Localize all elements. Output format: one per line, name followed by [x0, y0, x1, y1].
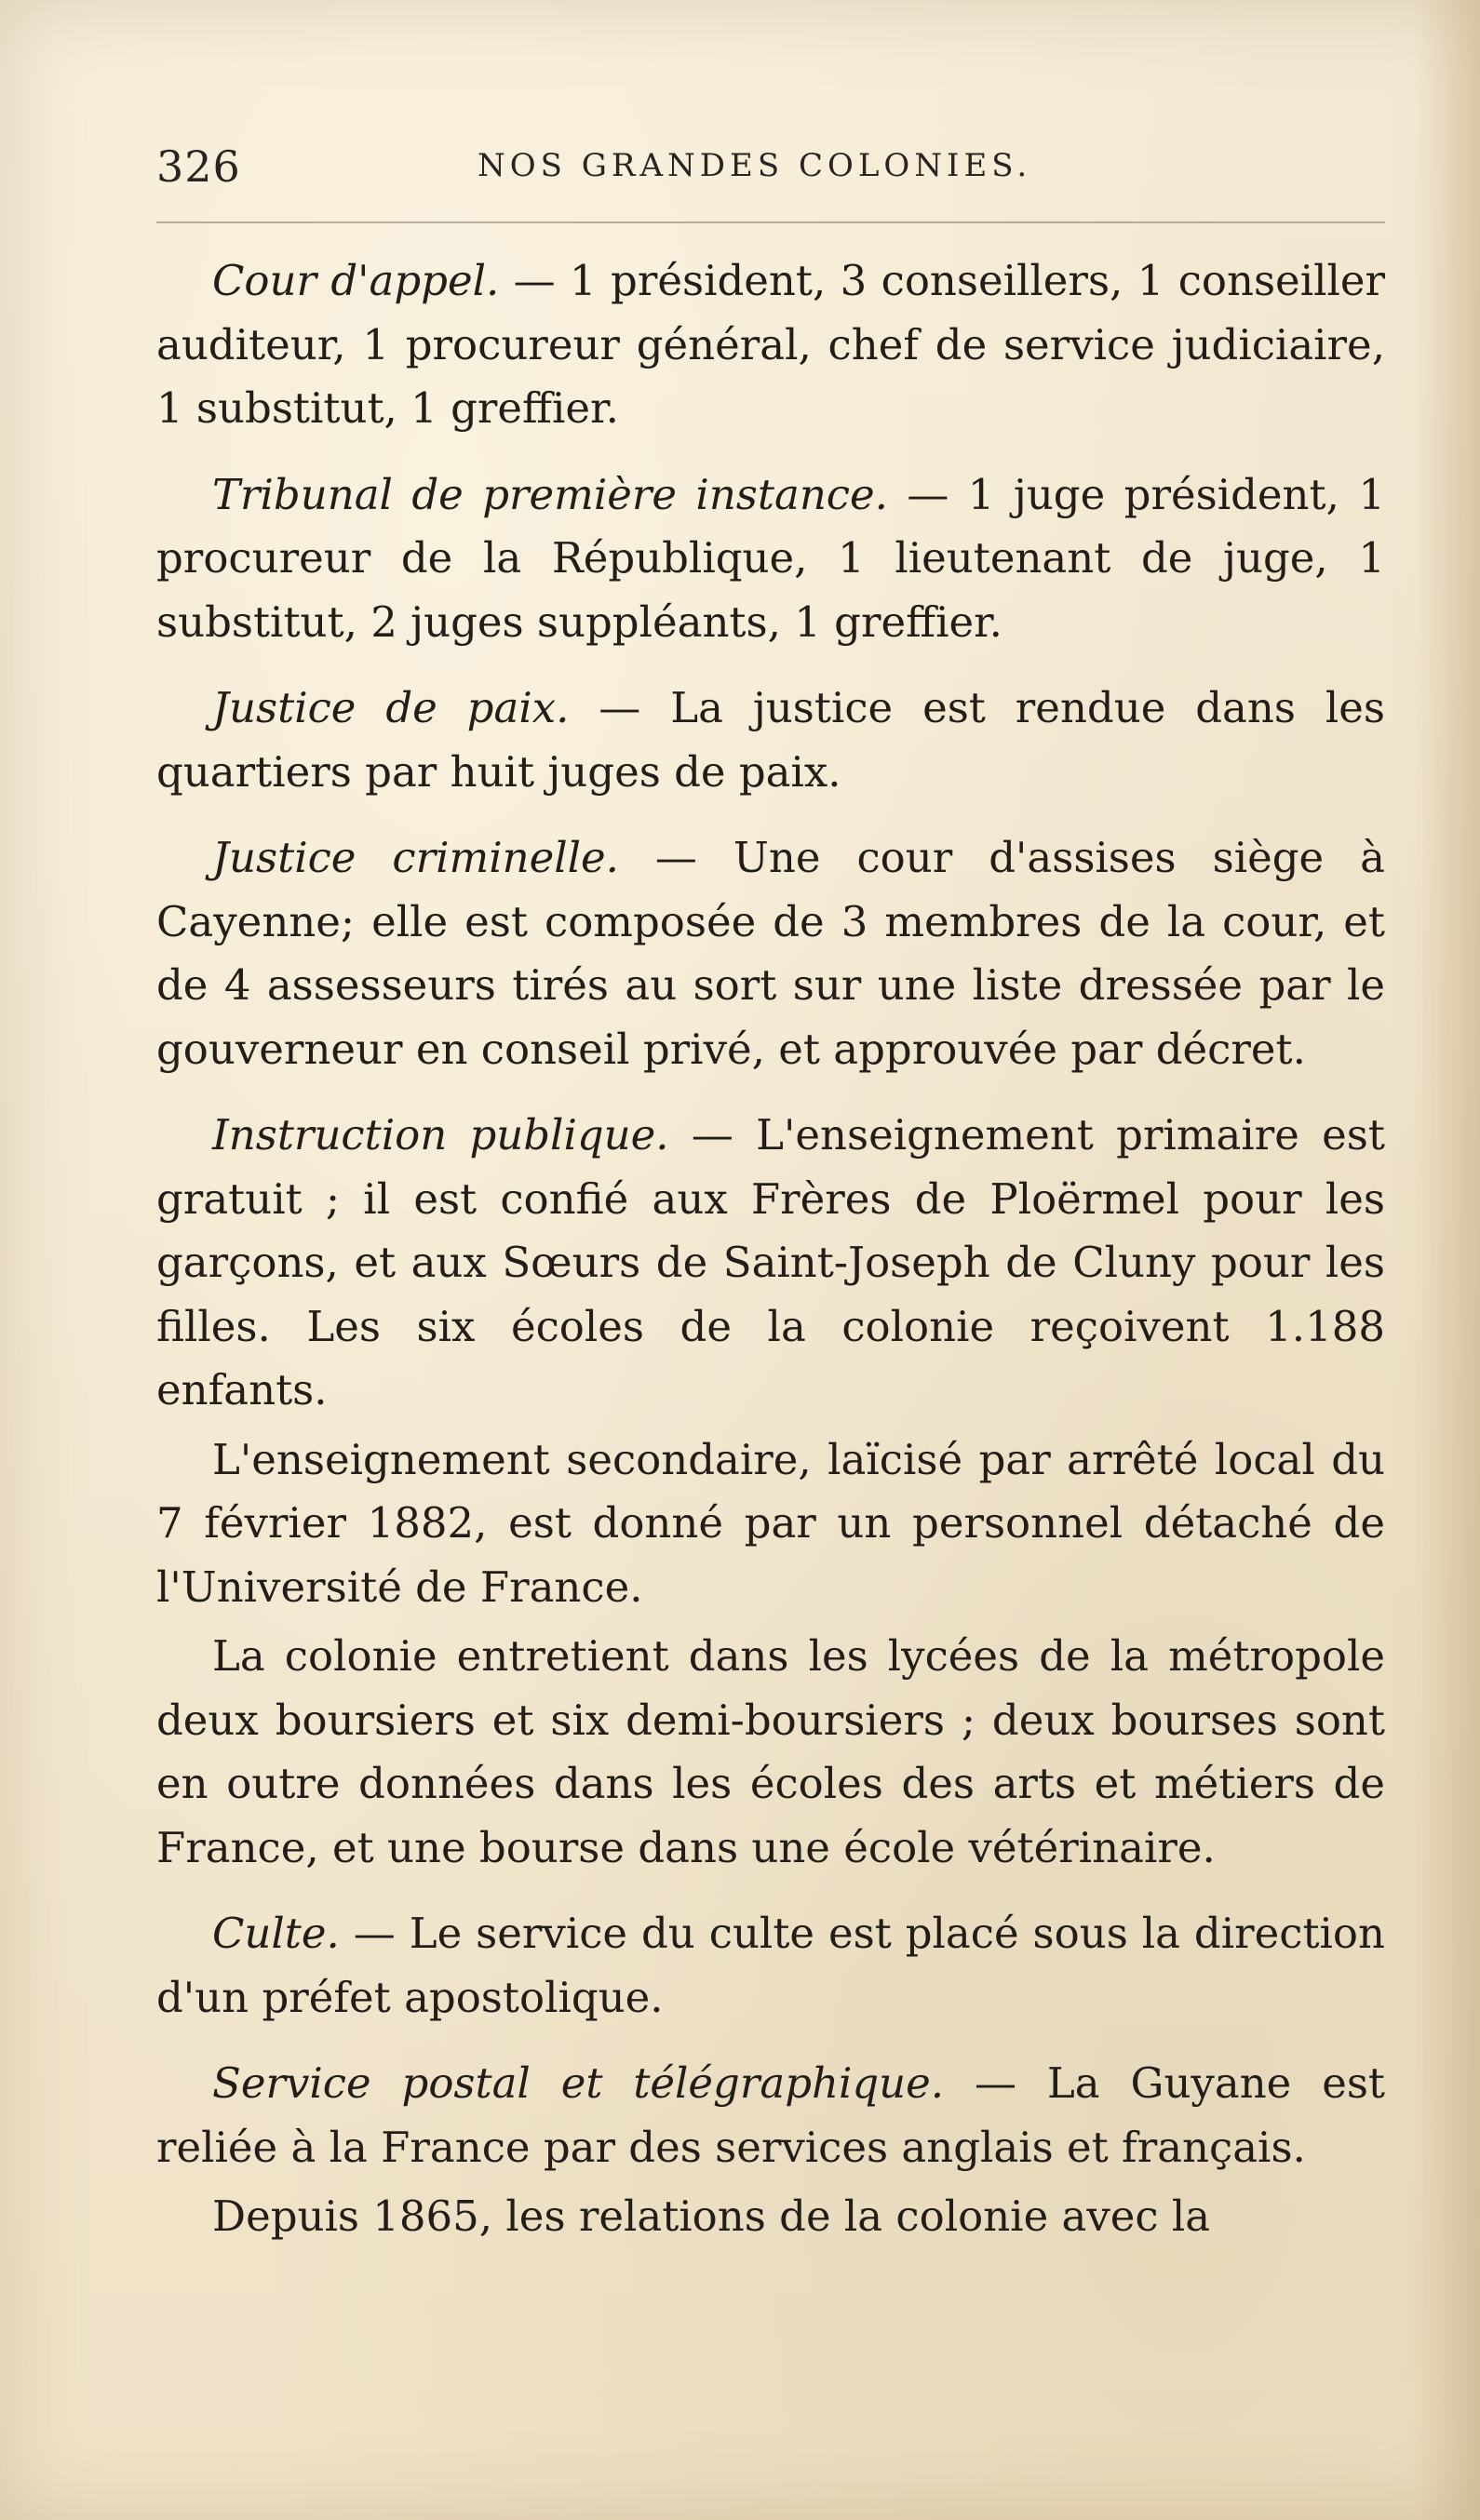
paragraph-cour-appel [156, 249, 1385, 441]
paragraph-service-postal [156, 2052, 1385, 2179]
header-rule [156, 221, 1385, 223]
page-edge-shadow [1415, 0, 1480, 2520]
paragraph-text: — 1 président, 3 conseillers, 1 conseiller auditeur, 1 procureur général, chef de service judiciaire, 1 substitut, 1 greffier. [156, 256, 1386, 433]
paragraph-text: La colonie entretient dans les lycées de la métropole deux boursiers et six demi-boursiers ; deux bourses sont en outre données dans les écoles des arts et métiers de France, et une bourse dans une école vétérinaire. [156, 1631, 1385, 1872]
paragraph-text: — L'enseignement primaire est gratuit ; il est confié aux Frères de Ploërmel pour les garçons, et aux Sœurs de Saint-Joseph de Cluny pour les filles. Les six écoles de la colonie reçoivent 1.188 enfants. [156, 1110, 1385, 1414]
paragraph-text: — Une cour d'assises siège à Cayenne; elle est composée de 3 membres de la cour, et de 4 assesseurs tirés au sort sur une liste dressée par le gouverneur en conseil privé, et approuvée par décret. [156, 833, 1385, 1074]
paragraph-lead: Justice criminelle. [212, 833, 619, 882]
paragraph-text: — La justice est rendue dans les quartiers par huit juges de paix. [156, 683, 1385, 797]
paragraph-depuis-1865 [156, 2185, 1385, 2249]
paragraph-text: — Le service du culte est placé sous la direction d'un préfet apostolique. [156, 1909, 1385, 2022]
paragraph-text: Depuis 1865, les relations de la colonie avec la [212, 2192, 1211, 2241]
paragraph-justice-paix [156, 677, 1385, 804]
paragraph-instruction-publique [156, 1104, 1385, 1423]
page-header [156, 141, 1385, 207]
body-text [156, 249, 1385, 2249]
paragraph-tribunal [156, 463, 1385, 655]
paragraph-lead: Cour d'appel. [212, 256, 500, 305]
paragraph-lead: Service postal et télégraphique. [212, 2058, 945, 2108]
paragraph-bourses [156, 1625, 1385, 1880]
paragraph-lead: Culte. [212, 1909, 340, 1958]
paragraph-lead: Instruction publique. [212, 1110, 669, 1159]
paragraph-enseignement-secondaire [156, 1428, 1385, 1620]
paragraph-lead: Tribunal de première instance. [212, 469, 888, 519]
paragraph-lead: Justice de paix. [212, 683, 570, 732]
running-title: NOS GRANDES COLONIES. [478, 147, 1032, 184]
paragraph-text: L'enseignement secondaire, laïcisé par arrêté local du 7 février 1882, est donné par un personnel détaché de l'Université de France. [156, 1434, 1385, 1612]
paragraph-text: — La Guyane est reliée à la France par des services anglais et français. [156, 2058, 1386, 2172]
paragraph-culte [156, 1902, 1385, 2030]
paragraph-justice-criminelle [156, 826, 1385, 1081]
paragraph-text: — 1 juge président, 1 procureur de la République, 1 lieutenant de juge, 1 substitut, 2 juges suppléants, 1 greffier. [156, 469, 1385, 647]
page-number: 326 [156, 141, 241, 192]
